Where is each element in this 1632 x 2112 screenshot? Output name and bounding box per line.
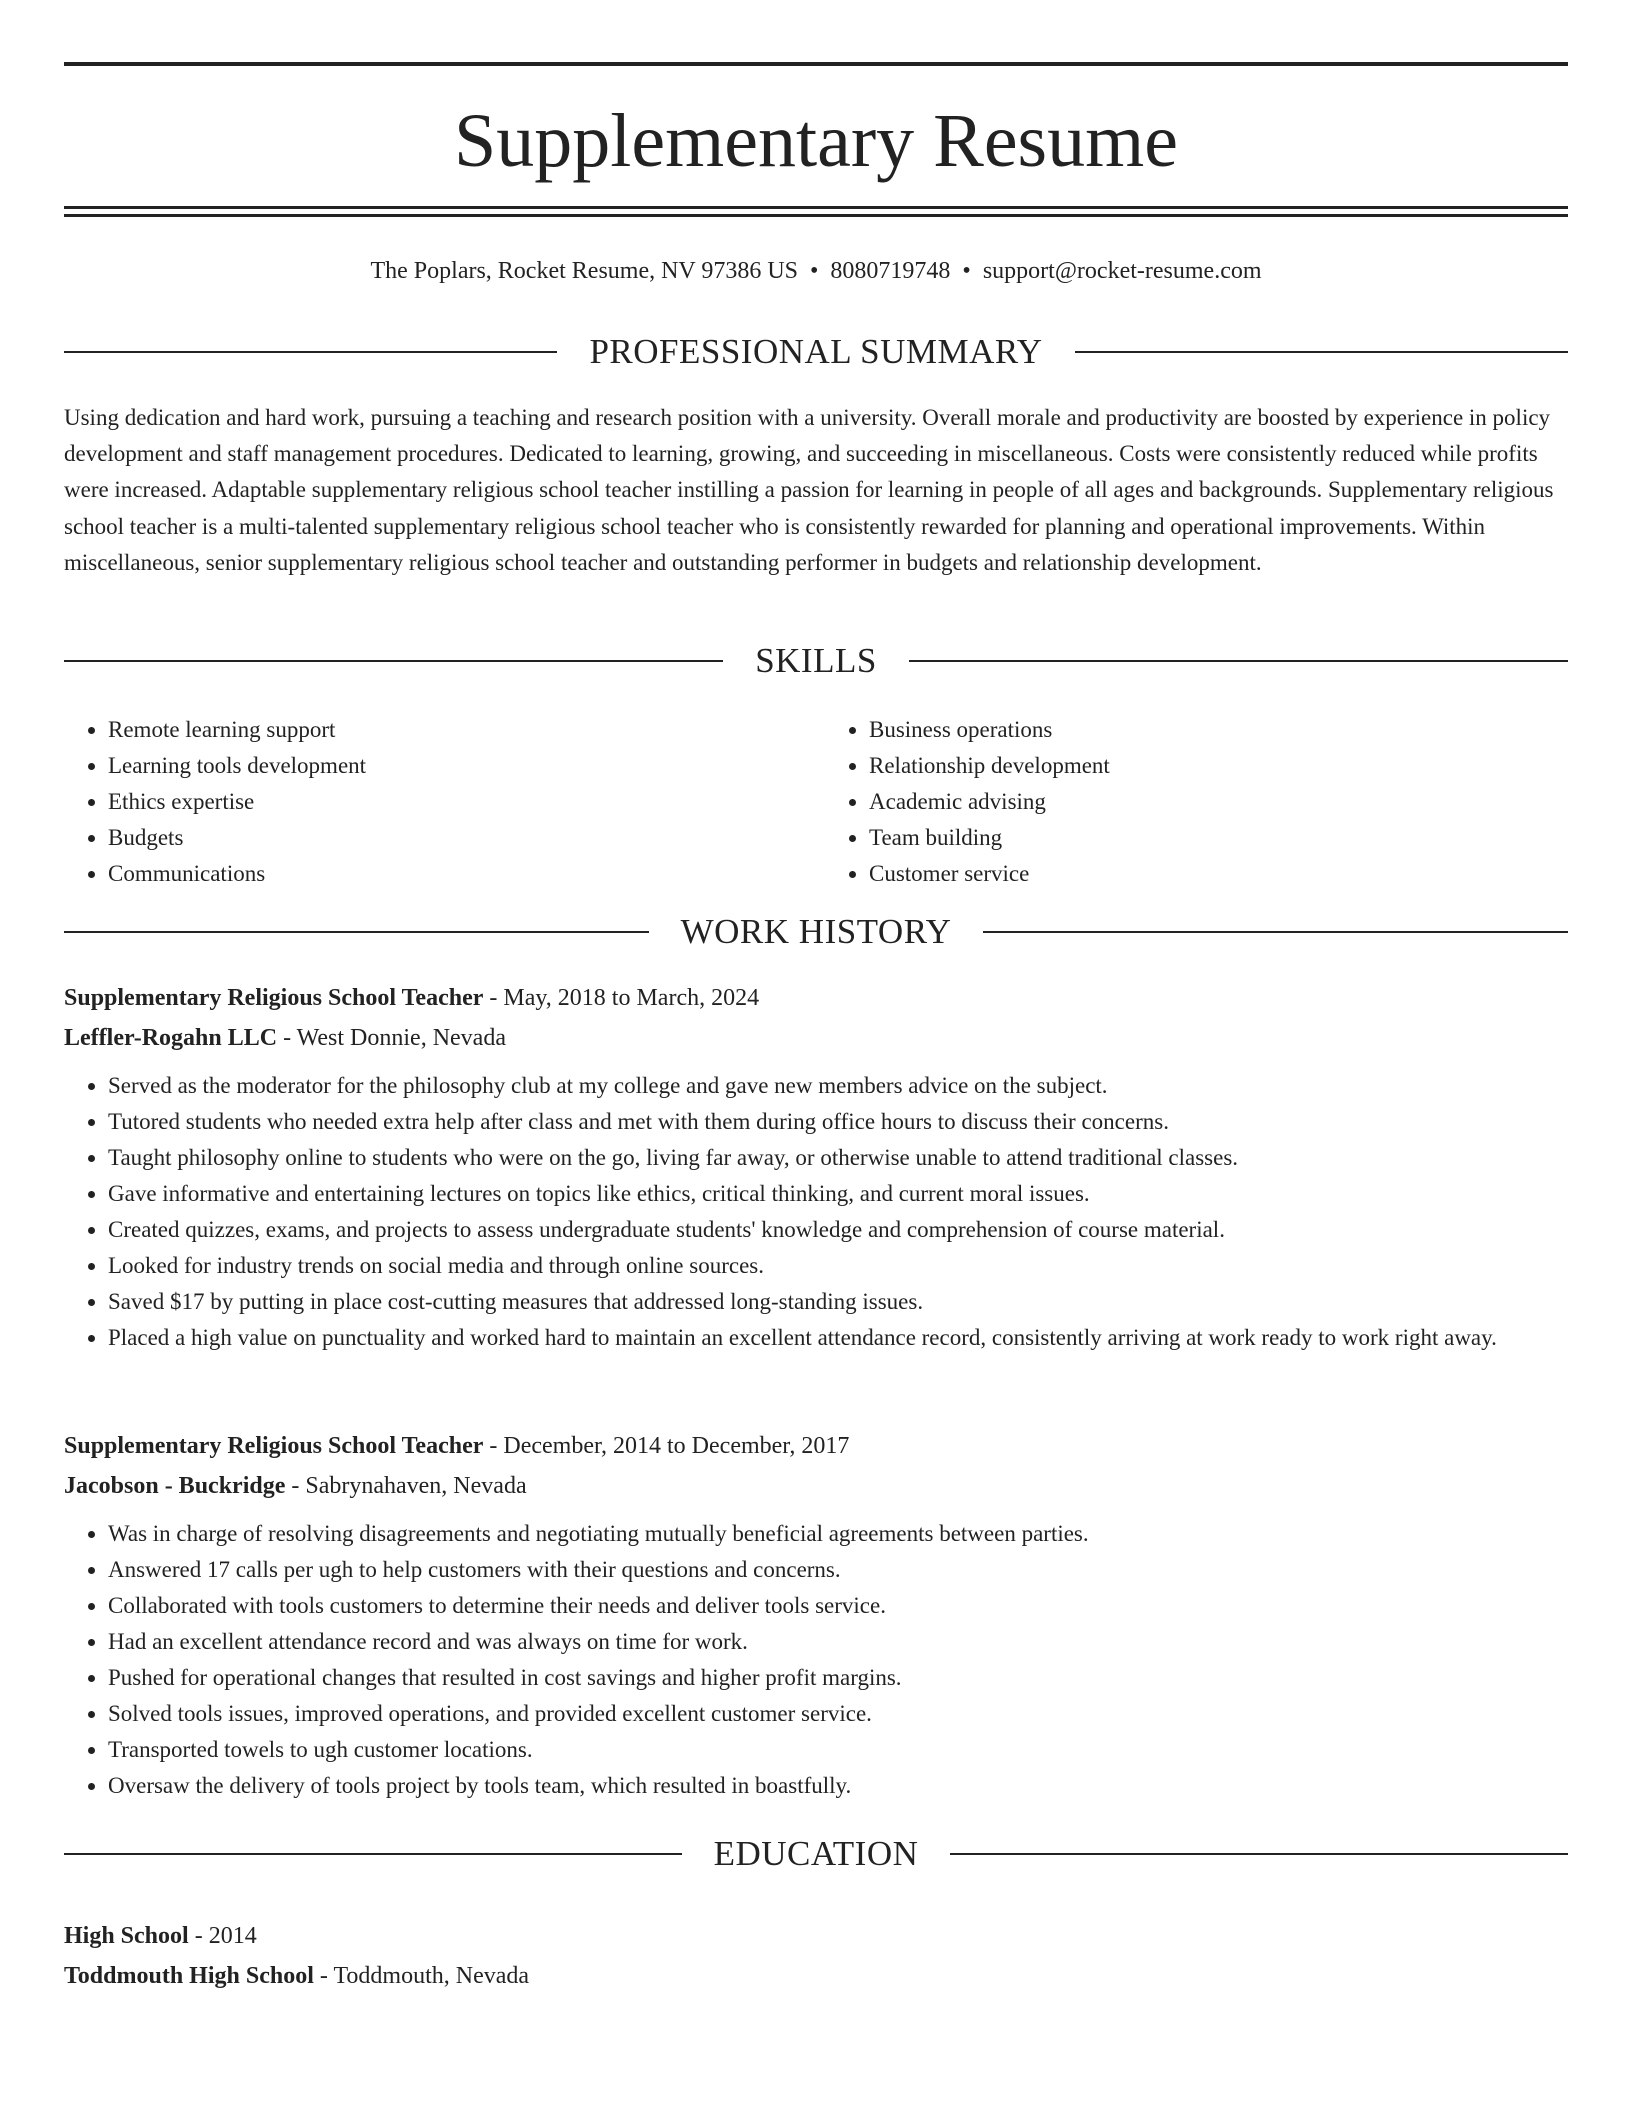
education-degree: High School	[64, 1923, 189, 1949]
job-bullet: • Saved $17 by putting in place cost-cutting measures that addressed long-standing issues.	[108, 1284, 1568, 1320]
contact-line	[64, 254, 1568, 288]
education-school-line	[64, 1956, 1568, 1996]
job-company: Jacobson - Buckridge	[64, 1473, 286, 1499]
section-heading-work	[64, 910, 1568, 954]
skill-item: • Customer service	[869, 856, 1568, 892]
heading-rule	[64, 1853, 682, 1855]
heading-rule	[64, 931, 649, 933]
job-bullet: • Pushed for operational changes that resulted in cost savings and higher profit margins.	[108, 1660, 1568, 1696]
job-bullets	[64, 1516, 1568, 1804]
skill-item: • Team building	[869, 820, 1568, 856]
education-school: Toddmouth High School	[64, 1963, 314, 1989]
job-bullet: • Solved tools issues, improved operations, and provided excellent customer service.	[108, 1696, 1568, 1732]
heading-rule	[64, 660, 723, 662]
title-rule-lower	[64, 214, 1568, 217]
job-location: - Sabrynahaven, Nevada	[291, 1473, 527, 1499]
contact-address: The Poplars, Rocket Resume, NV 97386 US	[370, 258, 799, 284]
skills-column-left	[64, 712, 807, 892]
summary-heading: PROFESSIONAL SUMMARY	[589, 332, 1043, 371]
skill-item: • Communications	[108, 856, 807, 892]
skill-item: • Budgets	[108, 820, 807, 856]
job-bullet: • Served as the moderator for the philosophy club at my college and gave new members advice on the subject.	[108, 1068, 1568, 1104]
job-bullet: • Transported towels to ugh customer locations.	[108, 1732, 1568, 1768]
contact-separator: •	[962, 258, 971, 284]
education-entry	[64, 1916, 1568, 1996]
job-bullet: • Oversaw the delivery of tools project by tools team, which resulted in boastfully.	[108, 1768, 1568, 1804]
title-rule-upper	[64, 206, 1568, 209]
job-bullet: • Tutored students who needed extra help after class and met with them during office hours to discuss their concerns.	[108, 1104, 1568, 1140]
skills-list	[64, 712, 1568, 892]
section-heading-summary	[64, 330, 1568, 374]
skills-heading: SKILLS	[755, 641, 877, 680]
job-title: Supplementary Religious School Teacher	[64, 985, 484, 1011]
skill-item: • Academic advising	[869, 784, 1568, 820]
job-bullet: • Collaborated with tools customers to determine their needs and deliver tools service.	[108, 1588, 1568, 1624]
skills-column-right	[807, 712, 1568, 892]
job-title: Supplementary Religious School Teacher	[64, 1433, 484, 1459]
job-bullet: • Created quizzes, exams, and projects to assess undergraduate students' knowledge and comprehension of course material.	[108, 1212, 1568, 1248]
job-bullet: • Gave informative and entertaining lectures on topics like ethics, critical thinking, and current moral issues.	[108, 1176, 1568, 1212]
heading-rule	[950, 1853, 1568, 1855]
job-bullet: • Was in charge of resolving disagreements and negotiating mutually beneficial agreements between parties.	[108, 1516, 1568, 1552]
job-title-line	[64, 1426, 1568, 1466]
heading-rule	[909, 660, 1568, 662]
education-year: - 2014	[194, 1923, 257, 1949]
skill-item: • Ethics expertise	[108, 784, 807, 820]
resume-title: Supplementary Resume	[454, 99, 1178, 183]
skill-item: • Remote learning support	[108, 712, 807, 748]
job-entry	[64, 1426, 1568, 1804]
job-company-line	[64, 1466, 1568, 1506]
skill-item: • Relationship development	[869, 748, 1568, 784]
job-company-line	[64, 1018, 1568, 1058]
top-rule	[64, 62, 1568, 66]
job-dates: - May, 2018 to March, 2024	[489, 985, 760, 1011]
job-bullet: • Placed a high value on punctuality and worked hard to maintain an excellent attendance record, consistently arriving at work ready to work right away.	[108, 1320, 1568, 1356]
job-bullet: • Looked for industry trends on social media and through online sources.	[108, 1248, 1568, 1284]
education-location: - Toddmouth, Nevada	[319, 1963, 530, 1989]
education-heading: EDUCATION	[713, 1834, 919, 1873]
work-heading: WORK HISTORY	[680, 912, 952, 951]
contact-phone: 8080719748	[830, 258, 951, 284]
job-bullet: • Had an excellent attendance record and was always on time for work.	[108, 1624, 1568, 1660]
job-dates: - December, 2014 to December, 2017	[489, 1433, 850, 1459]
summary-text: Using dedication and hard work, pursuing a teaching and research position with a university. Overall morale and productivity are boosted by experience in policy development and staff management procedures. Dedicated to learning, growing, and succeeding in miscellaneous. Costs were consistently reduced while profits were increased. Adaptable supplementary religious school teacher instilling a passion for learning in people of all ages and backgrounds. Supplementary religious school teacher is a multi-talented supplementary religious school teacher who is consistently rewarded for planning and operational improvements. Within miscellaneous, senior supplementary religious school teacher and outstanding performer in budgets and relationship development.	[64, 405, 1554, 575]
contact-separator: •	[810, 258, 819, 284]
skill-item: • Business operations	[869, 712, 1568, 748]
job-title-line	[64, 978, 1568, 1018]
job-bullets	[64, 1068, 1568, 1356]
heading-rule	[983, 931, 1568, 933]
section-heading-skills	[64, 639, 1568, 683]
section-heading-education	[64, 1832, 1568, 1876]
job-location: - West Donnie, Nevada	[283, 1025, 506, 1051]
skill-item: • Learning tools development	[108, 748, 807, 784]
heading-rule	[64, 351, 557, 353]
job-bullet: • Answered 17 calls per ugh to help customers with their questions and concerns.	[108, 1552, 1568, 1588]
job-company: Leffler-Rogahn LLC	[64, 1025, 278, 1051]
education-degree-line	[64, 1916, 1568, 1956]
job-bullet: • Taught philosophy online to students who were on the go, living far away, or otherwise unable to attend traditional classes.	[108, 1140, 1568, 1176]
heading-rule	[1075, 351, 1568, 353]
contact-email: support@rocket-resume.com	[982, 258, 1262, 284]
job-entry	[64, 978, 1568, 1356]
